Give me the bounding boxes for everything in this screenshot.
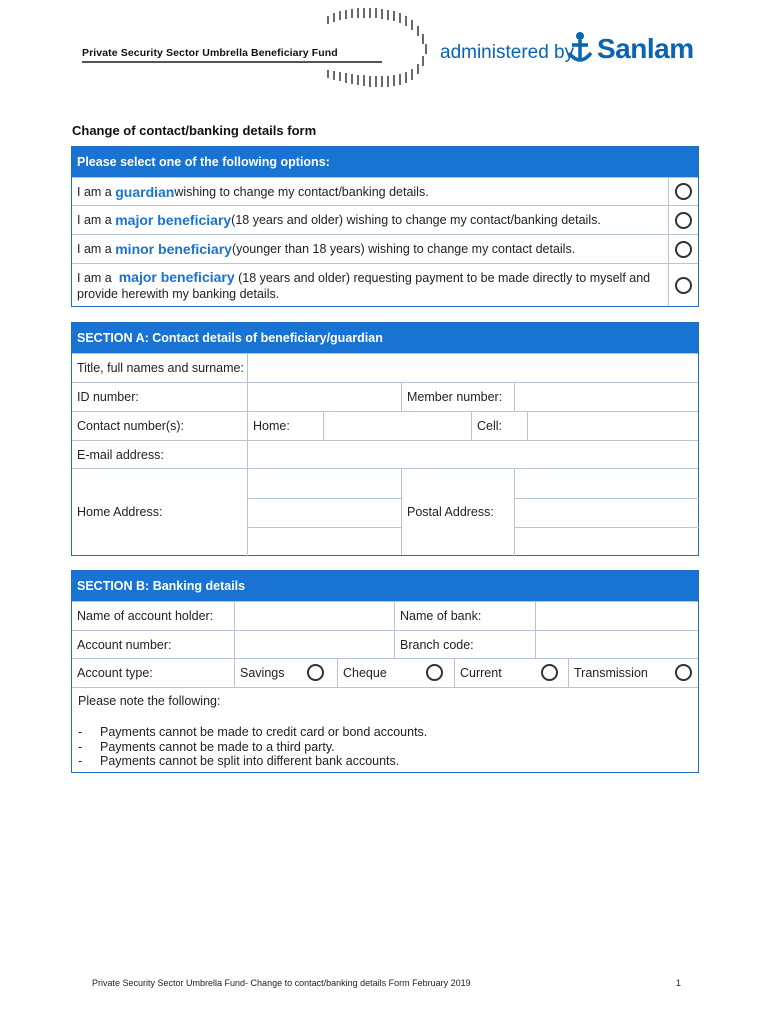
notes-area (72, 687, 698, 772)
options-heading: Please select one of the following options: (72, 147, 698, 177)
list-item: - Payments cannot be split into different bank accounts. (78, 754, 400, 768)
list-item: - Payments cannot be made to a third party. (78, 739, 335, 754)
account-holder-input[interactable] (234, 602, 394, 630)
home-phone-input[interactable] (323, 412, 471, 440)
footer-text: Private Security Sector Umbrella Fund- Change to contact/banking details Form February 2019 (92, 978, 471, 988)
savings-label: Savings (234, 659, 337, 687)
branch-code-input[interactable] (535, 631, 698, 658)
option-major-beneficiary-radio[interactable] (675, 212, 692, 229)
cell-phone-label: Cell: (471, 412, 527, 440)
postal-address-input[interactable] (514, 469, 699, 556)
id-number-input[interactable] (247, 383, 401, 411)
option-text: I am a major beneficiary (18 years and older) requesting payment to be made directly to myself and provide herewith my banking details. (77, 269, 651, 301)
account-holder-label: Name of account holder: (77, 609, 214, 623)
bank-name-input[interactable] (535, 602, 698, 630)
account-number-input[interactable] (234, 631, 394, 658)
option-text: I am a guardian wishing to change my contact/banking details. (77, 183, 429, 200)
account-number-label: Account number: (77, 637, 172, 652)
option-row (72, 234, 698, 263)
email-input[interactable] (247, 441, 698, 468)
section-b-heading: SECTION B: Banking details (72, 571, 698, 601)
form-title: Change of contact/banking details form (72, 123, 317, 138)
title-names-input[interactable] (247, 354, 698, 382)
option-guardian-radio[interactable] (675, 183, 692, 200)
administered-by-text: administered by (440, 42, 575, 63)
option-row (72, 263, 698, 306)
list-item: - Payments cannot be made to credit card or bond accounts. (78, 725, 428, 739)
option-text: I am a minor beneficiary (younger than 18 years) wishing to change my contact details. (77, 241, 576, 257)
contact-numbers-label: Contact number(s): (77, 419, 184, 433)
home-phone-label: Home: (247, 412, 323, 440)
section-a-box (71, 322, 699, 556)
sanlam-brand: Sanlam (597, 33, 694, 64)
id-number-label: ID number: (77, 390, 139, 404)
cheque-label: Cheque (337, 659, 454, 687)
page-number: 1 (676, 978, 682, 988)
current-radio[interactable] (541, 664, 558, 681)
fund-name: Private Security Sector Umbrella Beneficiary Fund (82, 47, 338, 59)
options-box (71, 146, 699, 307)
option-row (72, 177, 698, 205)
option-row (72, 205, 698, 234)
cheque-radio[interactable] (426, 664, 443, 681)
sanlam-anchor-icon (566, 31, 594, 65)
bank-name-label: Name of bank: (394, 602, 535, 630)
current-label: Current (454, 659, 568, 687)
section-a-heading: SECTION A: Contact details of beneficiary/guardian (72, 323, 698, 353)
email-label: E-mail address: (77, 447, 164, 462)
transmission-label: Transmission (568, 659, 698, 687)
home-address-label: Home Address: (77, 505, 163, 519)
branch-code-label: Branch code: (394, 631, 535, 658)
member-number-input[interactable] (514, 383, 698, 411)
section-b-box (71, 570, 699, 773)
option-direct-payment-radio[interactable] (675, 277, 692, 294)
transmission-radio[interactable] (675, 664, 692, 681)
member-number-label: Member number: (401, 383, 514, 411)
title-names-label: Title, full names and surname: (77, 361, 244, 375)
fund-ring-logo (308, 2, 438, 90)
notes-list (78, 725, 427, 769)
cell-phone-input[interactable] (527, 412, 698, 440)
savings-radio[interactable] (307, 664, 324, 681)
account-type-label: Account type: (77, 666, 153, 680)
option-text: I am a major beneficiary (18 years and older) wishing to change my contact/banking details. (77, 212, 601, 228)
postal-address-label: Postal Address: (401, 469, 514, 555)
option-minor-beneficiary-radio[interactable] (675, 241, 692, 258)
home-address-input[interactable] (247, 469, 402, 556)
note-heading: Please note the following: (78, 694, 221, 708)
